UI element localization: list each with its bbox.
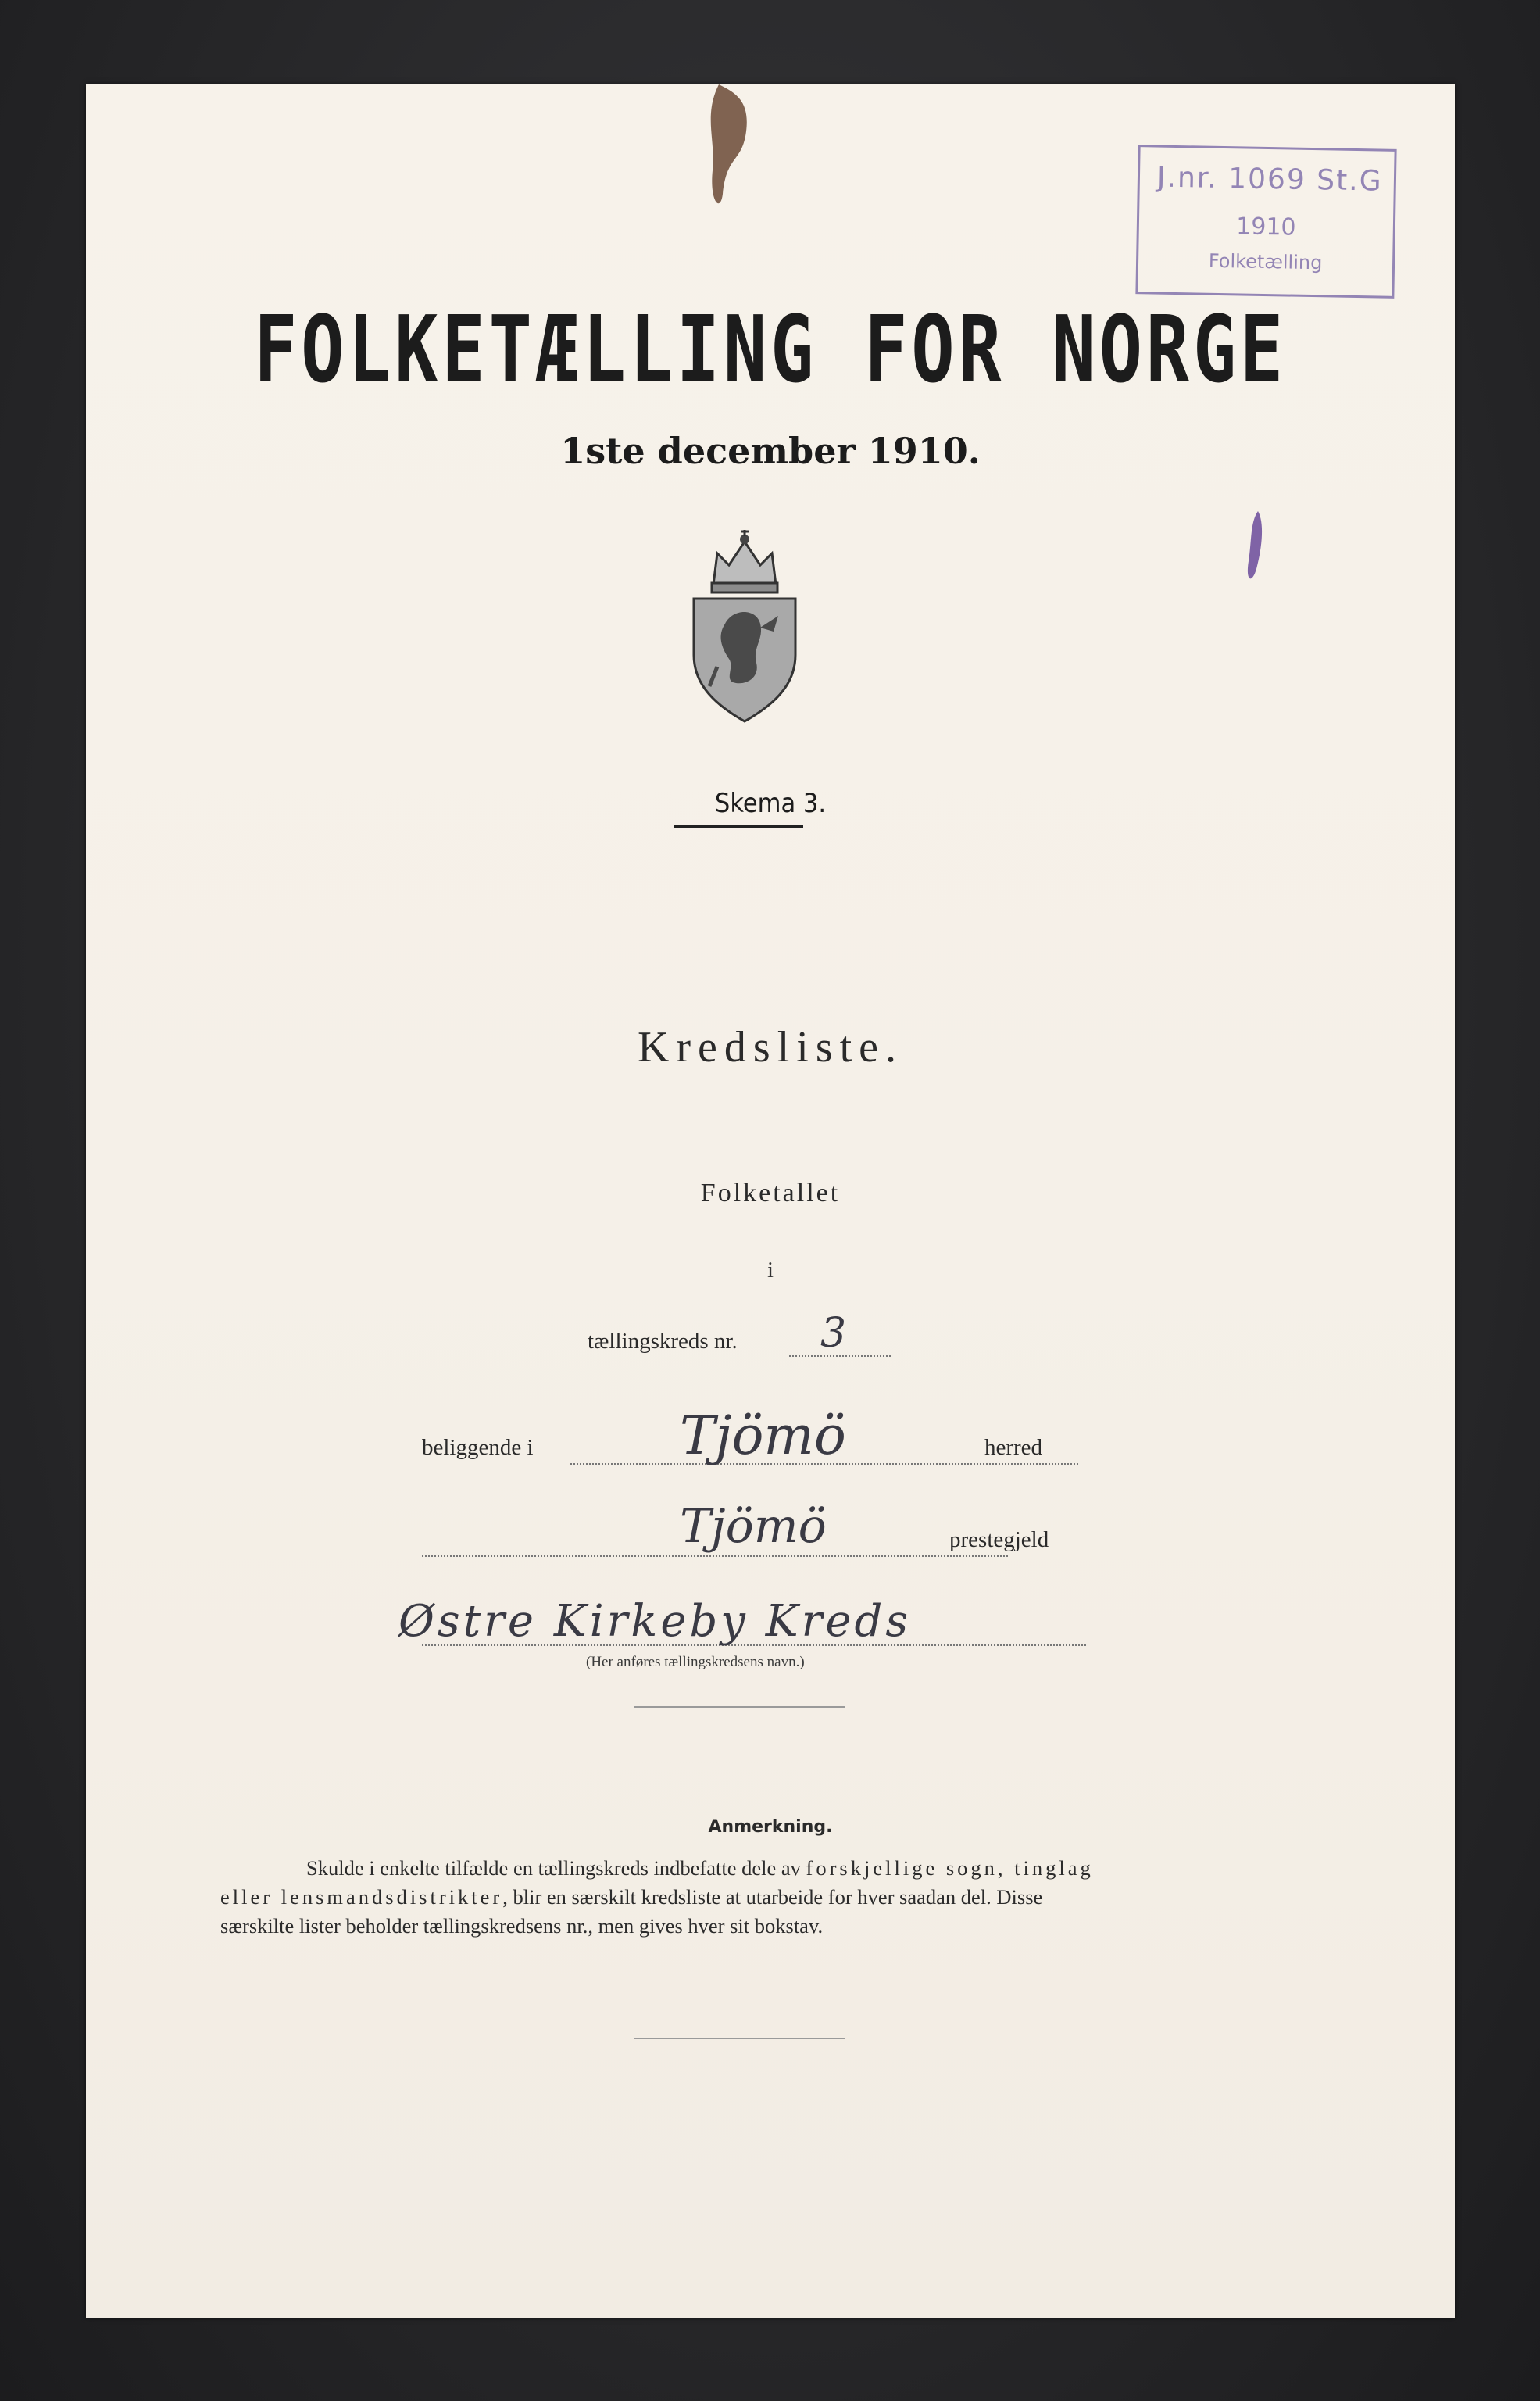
document-page	[86, 84, 1455, 2318]
footer-divider-bottom	[634, 2038, 845, 2039]
municipality-suffix: herred	[984, 1435, 1043, 1460]
subheading: Folketallet	[700, 1179, 841, 1208]
circuit-caption: (Her anføres tællingskredsens navn.)	[586, 1654, 805, 1670]
ink-stain	[703, 84, 766, 217]
coat-of-arms-icon	[686, 530, 803, 725]
stamp-label: Folketælling	[1208, 249, 1323, 274]
note-heading: Anmerkning.	[708, 1817, 833, 1837]
district-label: tællingskreds nr.	[588, 1329, 738, 1354]
municipality-value[interactable]: Tjömö	[680, 1405, 846, 1467]
district-number[interactable]: 3	[820, 1310, 847, 1357]
form-number: Skema 3.	[714, 788, 827, 819]
note-text: , blir en særskilt kredsliste at utarbeide for hver saadan del. Disse	[502, 1885, 1043, 1909]
note-text: Skulde i enkelte tilfælde en tællingskreds indbefatte dele av	[306, 1856, 806, 1880]
note-body	[220, 1854, 1353, 1941]
ink-smudge	[1241, 506, 1272, 592]
document-heading: Kredsliste.	[637, 1023, 904, 1072]
form-underline	[674, 825, 803, 828]
note-text: særskilte lister beholder tællingskredsens nr., men gives hver sit bokstav.	[220, 1914, 824, 1938]
registration-stamp	[1135, 145, 1396, 299]
parish-field-line	[422, 1555, 1008, 1557]
note-text-spaced: eller lensmandsdistrikter	[220, 1885, 503, 1909]
preposition: i	[767, 1258, 774, 1283]
stamp-number: J.nr. 1069 St.G	[1156, 161, 1383, 198]
circuit-name[interactable]: Østre Kirkeby Kreds	[398, 1596, 912, 1647]
page-title: FOLKETÆLLING FOR NORGE	[253, 295, 1288, 403]
stamp-year: 1910	[1235, 213, 1296, 242]
municipality-label: beliggende i	[422, 1435, 534, 1460]
parish-value[interactable]: Tjömö	[680, 1499, 827, 1554]
section-divider	[634, 1706, 845, 1708]
parish-suffix: prestegjeld	[949, 1527, 1049, 1552]
note-text-spaced: forskjellige sogn, tinglag	[806, 1856, 1094, 1880]
census-date: 1ste december 1910.	[560, 430, 981, 472]
